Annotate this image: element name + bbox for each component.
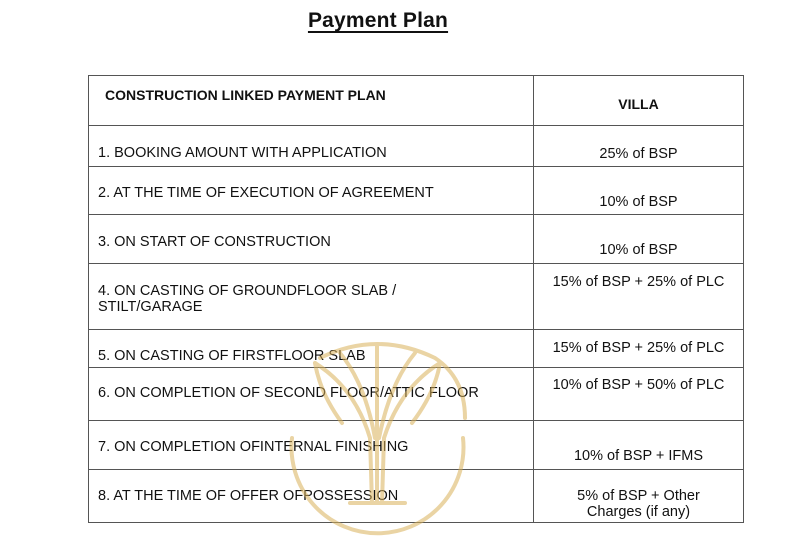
table-header-row xyxy=(89,76,744,126)
gold-leaf-emblem-icon xyxy=(280,338,475,553)
stage-label: 2. AT THE TIME OF EXECUTION OF AGREEMENT xyxy=(98,185,434,201)
amount-cell xyxy=(534,421,744,470)
table-row xyxy=(89,264,744,330)
amount-cell xyxy=(534,264,744,330)
amount-cell xyxy=(534,215,744,264)
amount-label: 15% of BSP + 25% of PLC xyxy=(552,274,725,290)
amount-cell xyxy=(534,167,744,215)
stage-label: 1. BOOKING AMOUNT WITH APPLICATION xyxy=(98,145,387,161)
stage-label: 3. ON START OF CONSTRUCTION xyxy=(98,234,331,250)
amount-label: 10% of BSP + IFMS xyxy=(573,448,704,464)
stage-cell xyxy=(89,126,534,167)
header-plan-label: CONSTRUCTION LINKED PAYMENT PLAN xyxy=(105,87,386,103)
amount-label: 5% of BSP + Other Charges (if any) xyxy=(577,488,700,520)
amount-label: 10% of BSP xyxy=(599,194,678,210)
amount-label: 10% of BSP + 50% of PLC xyxy=(552,377,725,393)
stage-label: 5. ON CASTING OF FIRSTFLOOR SLAB xyxy=(98,348,366,364)
amount-label: 15% of BSP + 25% of PLC xyxy=(552,340,725,356)
stage-cell xyxy=(89,264,534,330)
amount-label: 10% of BSP xyxy=(599,242,678,258)
stage-cell xyxy=(89,215,534,264)
stage-label: 6. ON COMPLETION OF SECOND FLOOR/ATTIC FLOOR xyxy=(98,385,479,401)
table-row xyxy=(89,126,744,167)
stage-cell xyxy=(89,167,534,215)
header-villa-cell xyxy=(534,76,744,126)
header-plan-cell xyxy=(89,76,534,126)
stage-label: 7. ON COMPLETION OFINTERNAL FINISHING xyxy=(98,439,409,455)
amount-cell xyxy=(534,470,744,523)
amount-cell xyxy=(534,330,744,368)
stage-label: 8. AT THE TIME OF OFFER OFPOSSESSION xyxy=(98,488,399,504)
amount-cell xyxy=(534,368,744,421)
stage-label: 4. ON CASTING OF GROUNDFLOOR SLAB / STILT/GARAGE xyxy=(98,283,397,315)
table-row xyxy=(89,167,744,215)
page-title: Payment Plan xyxy=(307,9,449,32)
header-villa-label: VILLA xyxy=(618,96,659,112)
table-row xyxy=(89,215,744,264)
amount-label: 25% of BSP xyxy=(599,146,678,162)
amount-cell xyxy=(534,126,744,167)
